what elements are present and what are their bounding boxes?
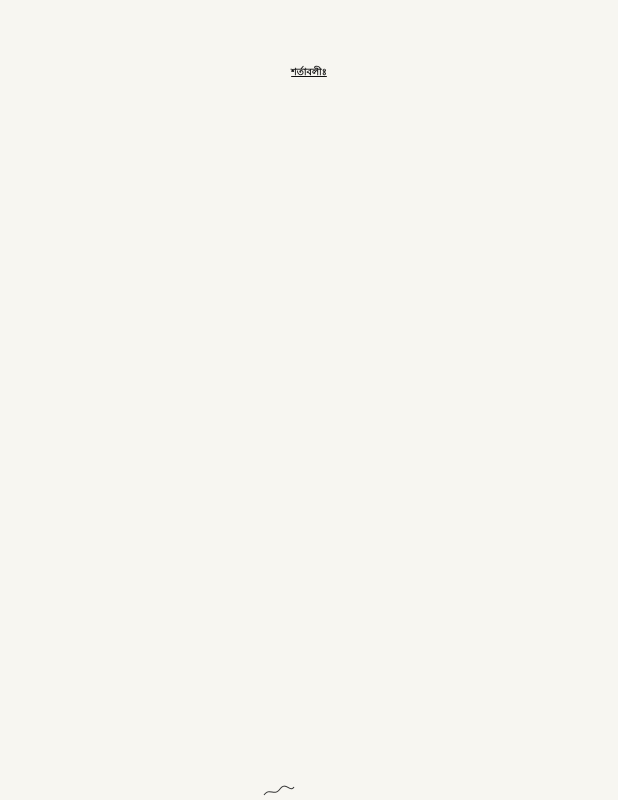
conditions-heading: শর্তাবলীঃ	[291, 67, 327, 78]
signature-mark	[262, 783, 296, 799]
